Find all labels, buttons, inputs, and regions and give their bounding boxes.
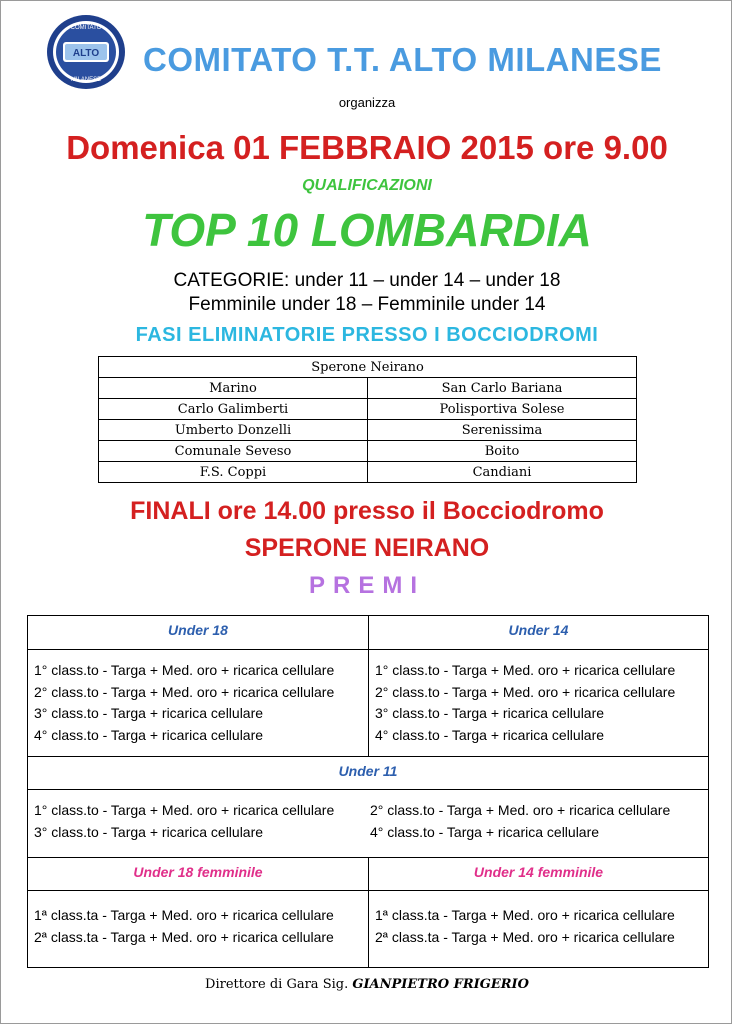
under11-prizes-left bbox=[28, 790, 368, 857]
prize-line: 2ª class.ta - Targa + Med. oro + ricarica cellulare bbox=[375, 928, 675, 945]
race-director-prefix: Direttore di Gara Sig. bbox=[205, 977, 353, 992]
prize-line: 1° class.to - Targa + Med. oro + ricarica cellulare bbox=[34, 662, 335, 678]
under11-prizes-right bbox=[364, 790, 708, 857]
prize-line: 2ª class.ta - Targa + Med. oro + ricarica cellulare bbox=[34, 928, 334, 945]
prize-line: 4° class.to - Targa + ricarica cellulare bbox=[370, 823, 600, 840]
venue-cell: Candiani bbox=[368, 462, 637, 483]
finals-venue: SPERONE NEIRANO bbox=[244, 534, 490, 562]
venues-table bbox=[98, 356, 637, 483]
event-name: TOP 10 LOMBARDIA bbox=[142, 204, 592, 256]
table-row bbox=[99, 462, 637, 483]
table-row bbox=[99, 378, 637, 399]
under18f-prizes bbox=[28, 891, 368, 968]
prizes-row bbox=[28, 650, 708, 756]
event-date: Domenica 01 FEBBRAIO 2015 ore 9.00 bbox=[66, 129, 668, 166]
prize-line: 3° class.to - Targa + ricarica cellulare bbox=[34, 823, 264, 840]
race-director-name: GIANPIETRO FRIGERIO bbox=[352, 977, 529, 992]
table-row bbox=[99, 399, 637, 420]
under18f-label: Under 18 femminile bbox=[133, 864, 263, 880]
prizes-row bbox=[28, 790, 708, 857]
under18-label: Under 18 bbox=[168, 622, 228, 638]
categories-line-1: CATEGORIE: under 11 – under 14 – under 18 bbox=[173, 270, 561, 291]
committee-logo bbox=[45, 13, 127, 91]
prizes-title: PREMI bbox=[308, 572, 425, 599]
prize-line: 4° class.to - Targa + ricarica cellulare bbox=[34, 726, 264, 743]
race-director bbox=[1, 977, 732, 992]
prize-line: 2° class.to - Targa + Med. oro + ricarica cellulare bbox=[34, 683, 335, 700]
venue-cell: Polisportiva Solese bbox=[368, 399, 637, 420]
venue-cell: Umberto Donzelli bbox=[99, 420, 368, 441]
table-row bbox=[99, 420, 637, 441]
venues-header: Sperone Neirano bbox=[99, 357, 637, 378]
venue-cell: Carlo Galimberti bbox=[99, 399, 368, 420]
prizes-table bbox=[27, 615, 709, 968]
committee-title: COMITATO T.T. ALTO MILANESE bbox=[143, 41, 662, 78]
prize-line: 1° class.to - Targa + Med. oro + ricarica cellulare bbox=[34, 802, 335, 818]
under14f-prizes bbox=[369, 891, 708, 968]
categories-block bbox=[1, 269, 732, 317]
under14-label: Under 14 bbox=[508, 622, 569, 638]
prize-line: 3° class.to - Targa + ricarica cellulare bbox=[34, 705, 264, 721]
venue-cell: Boito bbox=[368, 441, 637, 462]
venue-cell: San Carlo Bariana bbox=[368, 378, 637, 399]
prizes-header-row bbox=[28, 757, 708, 789]
prize-line: 2° class.to - Targa + Med. oro + ricarica cellulare bbox=[375, 683, 676, 700]
prizes-header-row bbox=[28, 858, 708, 890]
svg-text:ALTO: ALTO bbox=[72, 48, 100, 59]
categories-line-2: Femminile under 18 – Femminile under 14 bbox=[188, 294, 546, 315]
finals-line: FINALI ore 14.00 presso il Bocciodromo bbox=[130, 497, 604, 525]
venue-cell: F.S. Coppi bbox=[99, 462, 368, 483]
prize-line: 1ª class.ta - Targa + Med. oro + ricarica cellulare bbox=[375, 907, 675, 923]
under14-prizes bbox=[369, 650, 708, 756]
venue-cell: Marino bbox=[99, 378, 368, 399]
prize-line: 2° class.to - Targa + Med. oro + ricarica cellulare bbox=[370, 802, 671, 818]
prize-line: 4° class.to - Targa + ricarica cellulare bbox=[375, 726, 605, 743]
prize-line: 1° class.to - Targa + Med. oro + ricarica cellulare bbox=[375, 662, 676, 678]
prizes-header-row bbox=[28, 616, 708, 649]
prizes-row bbox=[28, 891, 708, 968]
under18-prizes bbox=[28, 650, 368, 756]
prize-line: 3° class.to - Targa + ricarica cellulare bbox=[375, 705, 605, 721]
under14f-label: Under 14 femminile bbox=[473, 864, 604, 880]
svg-text:MILANESE: MILANESE bbox=[70, 77, 102, 83]
prize-line: 1ª class.ta - Targa + Med. oro + ricarica cellulare bbox=[34, 907, 334, 923]
qualifications-label: QUALIFICAZIONI bbox=[302, 177, 432, 194]
under11-label: Under 11 bbox=[338, 763, 398, 779]
venue-cell: Serenissima bbox=[368, 420, 637, 441]
phases-heading: FASI ELIMINATORIE PRESSO I BOCCIODROMI bbox=[135, 324, 599, 346]
venue-cell: Comunale Seveso bbox=[99, 441, 368, 462]
table-row bbox=[99, 357, 637, 378]
table-row bbox=[99, 441, 637, 462]
organizes-label: organizza bbox=[338, 95, 396, 110]
svg-text:COMITATO: COMITATO bbox=[70, 25, 102, 31]
